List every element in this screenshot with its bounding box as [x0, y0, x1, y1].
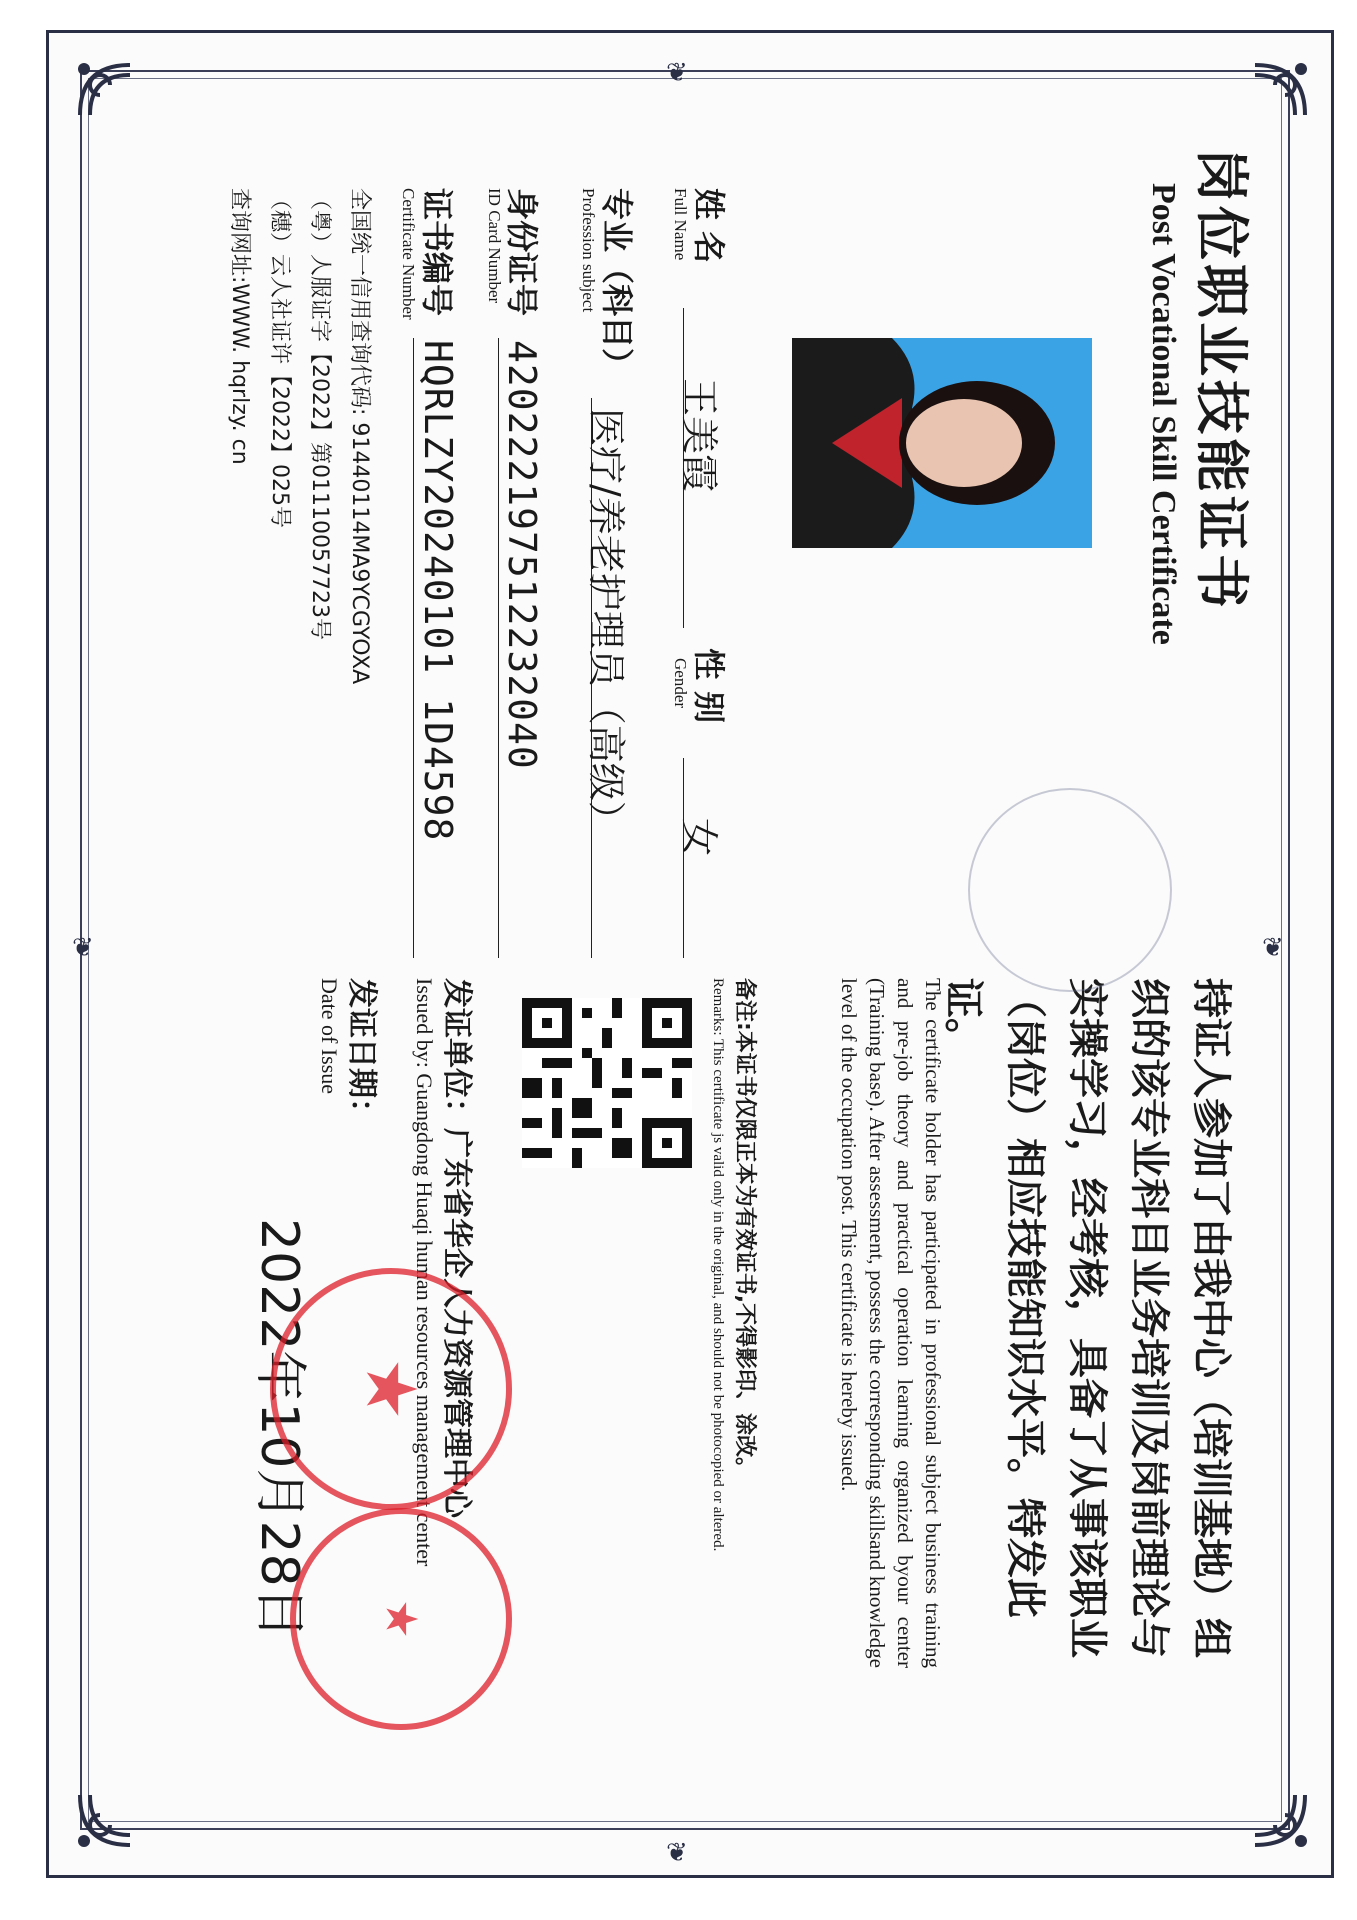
profession-label: 专业（科目）	[598, 188, 636, 381]
official-seal-1	[270, 1268, 512, 1510]
photo-embossed-seal	[968, 788, 1172, 992]
id-underline	[498, 338, 499, 958]
license-2: （穗）云人社证许【2022】025号	[267, 188, 292, 528]
cert-number-underline	[413, 338, 414, 958]
title-en: Post Vocational Skill Certificate	[1145, 183, 1182, 645]
id-label-en: ID Card Number	[485, 188, 504, 304]
certificate-content	[88, 78, 1282, 1822]
remark-cn: 备注:本证书仅限正本为有效证书,不得影印、涂改。	[732, 978, 757, 1480]
bottom-ornament-icon: ❦	[666, 1838, 688, 1868]
statement-en: The certificate holder has participated in professional subject business training and pre-job theory and practical operation learning organized byour center (Training base). After assessment, possess the corresponding skillsand knowledge level of the occupation post. This certificate is hereby issued.	[837, 978, 945, 1668]
person-photo-icon	[792, 338, 1092, 548]
issued-by-en: Issued by: Guangdong Huaqi human resources management center	[412, 978, 437, 1567]
issue-date: 2022年10月28日	[249, 1218, 309, 1639]
top-ornament-icon: ❦	[666, 58, 688, 88]
gender-label-en: Gender	[671, 658, 690, 709]
issued-by-cn: 发证单位：广东省华企人力资源管理中心	[439, 978, 474, 1518]
gender-label: 性 别	[690, 648, 728, 724]
title-cn: 岗位职业技能证书	[1190, 148, 1253, 612]
right-ornament-icon: ❦	[1262, 933, 1284, 963]
cert-number-label: 证书编号	[418, 188, 456, 317]
profession-value: 医疗/养老护理员（高级）	[584, 408, 628, 839]
website: 查询网址:WWW. hqrlzy. cn	[227, 188, 252, 465]
gender-underline	[683, 758, 684, 958]
date-label-en: Date of Issue	[317, 978, 342, 1095]
gender-value: 女	[677, 818, 721, 857]
remark-en: Remarks: This certificate js valid only in the original, and should not be photocopied or altered.	[710, 978, 726, 1552]
date-label: 发证日期：	[344, 978, 379, 1128]
name-value: 王美霞	[677, 378, 721, 493]
id-label: 身份证号	[503, 188, 541, 317]
left-ornament-icon: ❦	[72, 933, 94, 963]
name-label-en: Full Name	[671, 188, 690, 261]
profession-label-en: Profession subject	[579, 188, 598, 313]
statement-cn: 持证人参加了由我中心（培训基地）组织的该专业科目业务培训及岗前理论与实操学习，经考核，具备了从事该职业（岗位）相应技能知识水平。特发此证。	[940, 978, 1234, 1658]
license-1: （粤）人服证字【2022】第01110057723号	[307, 188, 332, 640]
qr-code-icon	[522, 998, 692, 1168]
seal-star-icon: ★	[375, 1599, 427, 1639]
name-label: 姓 名	[690, 188, 728, 264]
qr-code[interactable]	[522, 998, 692, 1168]
holder-photo	[792, 338, 1092, 548]
cert-number-value: HQRLZY20240101 1D4598	[416, 340, 460, 842]
official-seal-2	[290, 1508, 512, 1730]
seal-star-icon: ★	[350, 1357, 432, 1421]
id-value: 420222197512232040	[500, 340, 544, 770]
cert-number-label-en: Certificate Number	[399, 188, 418, 320]
credit-code: 全国统一信用查询代码: 91440114MA9YCGYOXA	[347, 188, 372, 685]
